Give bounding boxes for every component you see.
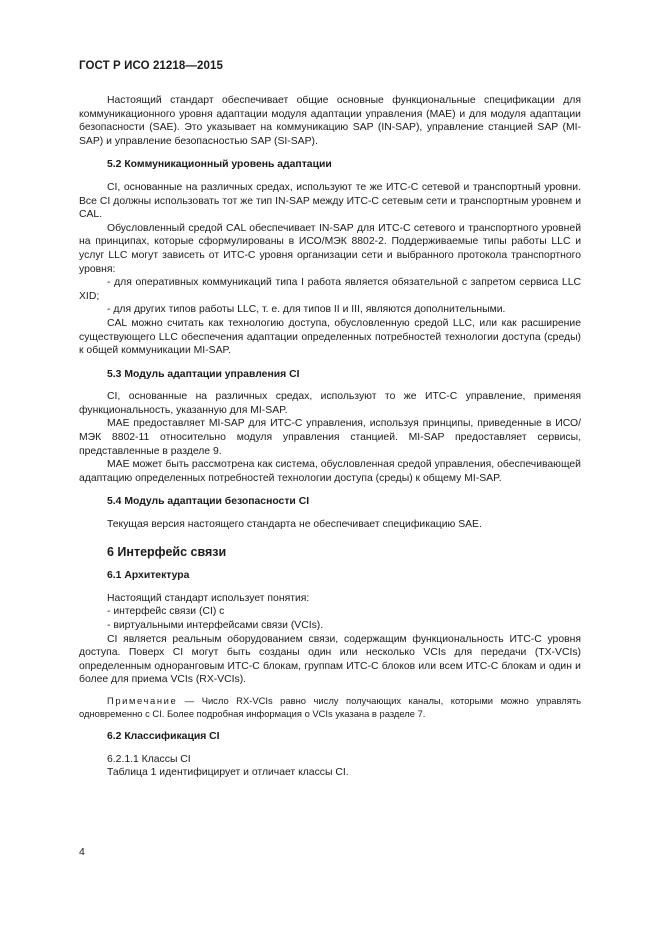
list-item: - интерфейс связи (CI) с [107, 606, 225, 618]
paragraph: CI, основанные на различных средах, используют те же ИТС-С сетевой и транспортный уровни. Все CI должны использовать тот же тип IN-SAP между ИТС-С сетевым сети и транспортным уровнем и CAL. [79, 181, 581, 221]
paragraph: Настоящий стандарт использует понятия: [107, 592, 310, 604]
document-body [79, 94, 581, 780]
list-item: - для оперативных коммуникаций типа I работа является обязательной с запретом сервиса LLC XID; [79, 277, 581, 302]
paragraph: Таблица 1 идентифицирует и отличает классы CI. [107, 767, 349, 779]
paragraph: Настоящий стандарт обеспечивает общие основные функциональные спецификации для коммуникационного уровня адаптации модуля адаптации управления (МАЕ) и для модуля адаптации безопасности (SAE). Это указывает на коммуникацию SAP (IN-SAP), управление станцией SAP (MI-SAP) и управление безопасностью SAP (SI-SAP). [79, 95, 581, 147]
document-header: ГОСТ Р ИСО 21218—2015 [79, 60, 224, 72]
section-heading-6-1: 6.1 Архитектура [107, 570, 190, 582]
paragraph: МАЕ может быть рассмотрена как система, обусловленная средой управления, обеспечивающей адаптацию определенных потребностей технологии доступа (среды) к общему MI-SAP. [79, 459, 581, 484]
section-heading-6: 6 Интерфейс связи [107, 544, 227, 559]
paragraph: Текущая версия настоящего стандарта не обеспечивает спецификацию SAE. [107, 519, 482, 531]
note-text: — Число RX-VCIs равно числу получающих каналы, которыми можно управлять одновременно с CI. Более подробная информация о VCIs указана в разделе 7. [79, 694, 581, 719]
section-heading-5-2: 5.2 Коммуникационный уровень адаптации [107, 159, 332, 171]
note-label: Примечание [107, 694, 178, 706]
list-item: - для других типов работы LLC, т. е. для типов II и III, являются дополнительными. [107, 304, 506, 316]
section-heading-6-2: 6.2 Классификация CI [107, 731, 220, 743]
note [79, 695, 581, 720]
paragraph: 6.2.1.1 Классы CI [107, 753, 191, 765]
paragraph: CI, основанные на различных средах, используют то же ИТС-С управление, применяя функциональность, указанную для MI-SAP. [79, 391, 581, 416]
page-number: 4 [79, 846, 85, 858]
paragraph: CAL можно считать как технологию доступа, обусловленную средой LLC, или как расширение существующего LLC обеспечения адаптации определенных потребностей технологии доступа (среды) к общей коммуникации MI-SAP. [79, 317, 581, 357]
list-item: - виртуальными интерфейсами связи (VCIs). [107, 620, 324, 631]
paragraph: Обусловленный средой CAL обеспечивает IN-SAP для ИТС-С сетевого и транспортного уровней на принципах, которые сформулированы в ИСО/МЭК 8802-2. Поддерживаемые типы работы LLC и услуг LLC могут зависеть от ИТС-С уровня организации сети и выбранного протокола транспортного уровня: [79, 222, 581, 275]
section-heading-5-4: 5.4 Модуль адаптации безопасности CI [107, 496, 310, 508]
section-heading-5-3: 5.3 Модуль адаптации управления CI [107, 368, 300, 380]
paragraph: МАЕ предоставляет MI-SAP для ИТС-С управления, используя принципы, приведенные в ИСО/МЭК 8802-11 относительно модуля управления станцией. MI-SAP предоставляет сервисы, представленные в разделе 9. [79, 418, 581, 457]
paragraph: CI является реальным оборудованием связи, содержащим функциональность ИТС-С уровня доступа. Поверх CI могут быть созданы один или несколько VCIs для передачи (TX-VCIs) определенным одноранговым ИТС-С блокам, группам ИТС-С блоков или всем ИТС-С блокам и один и более для приема VCIs (RX-VCIs). [79, 633, 581, 686]
